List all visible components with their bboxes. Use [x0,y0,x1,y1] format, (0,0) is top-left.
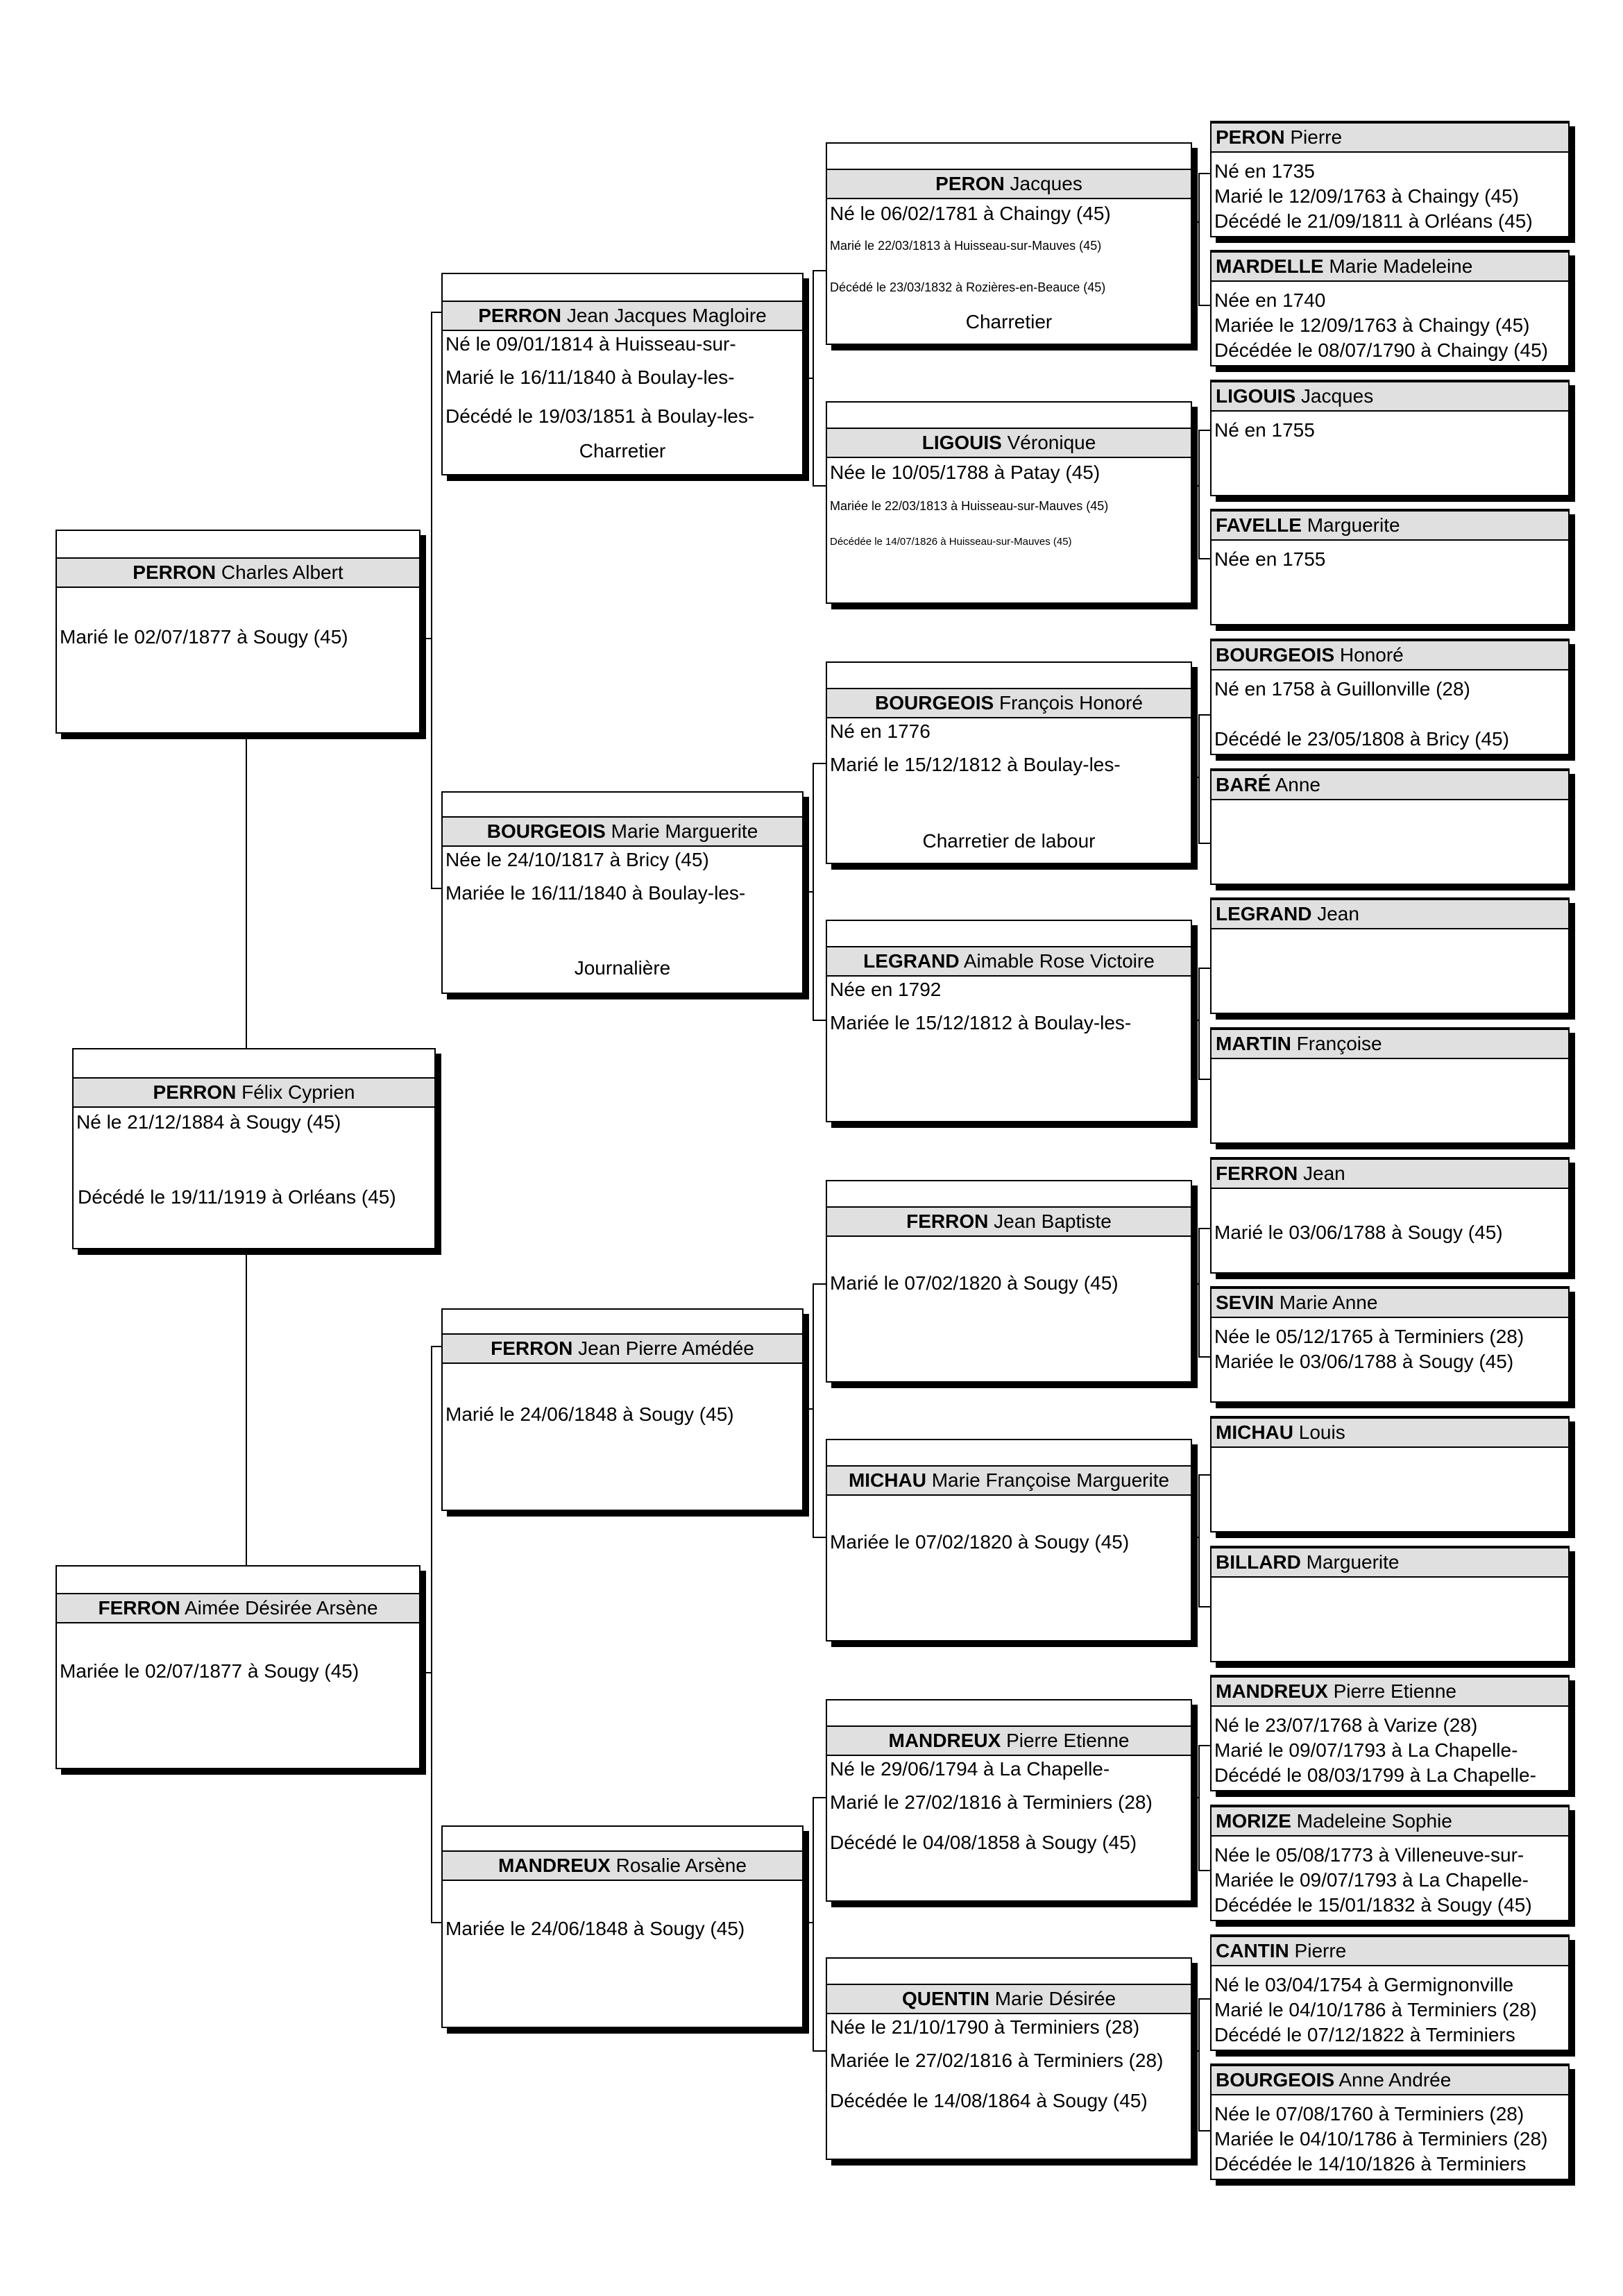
person-card-gen5[interactable]: SEVIN Marie Anne Née le 05/12/1765 à Terminiers (28) Mariée le 03/06/1788 à Sougy (45) [1210,1286,1570,1403]
person-name: PERON Jacques [827,169,1191,199]
person-name: FERRON Aimée Désirée Arsène [57,1593,419,1623]
person-card-gen5[interactable]: BOURGEOIS Honoré Né en 1758 à Guillonville (28) Décédé le 23/05/1808 à Bricy (45) [1210,639,1570,755]
person-card-gen5[interactable]: MARDELLE Marie Madeleine Née en 1740 Mariée le 12/09/1763 à Chaingy (45) Décédée le 08/07/1790 à Chaingy (45) [1210,250,1570,366]
person-name: MANDREUX Pierre Etienne [1212,1676,1568,1707]
person-name: BILLARD Marguerite [1212,1547,1568,1578]
person-card-gen5[interactable]: MORIZE Madeleine Sophie Née le 05/08/1773 à Villeneuve-sur- Mariée le 09/07/1793 à La Chapelle- Décédée le 15/01/1832 à Sougy (45) [1210,1805,1570,1921]
person-name: PERRON Charles Albert [57,557,419,588]
person-card-gen5[interactable]: PERON Pierre Né en 1735 Marié le 12/09/1763 à Chaingy (45) Décédé le 21/09/1811 à Orléans (45) [1210,121,1570,237]
person-name: FERRON Jean Pierre Amédée [443,1333,802,1364]
person-card-grandparent[interactable]: FERRON Jean Pierre Amédée Marié le 24/06/1848 à Sougy (45) [441,1308,804,1511]
person-card-gen5[interactable] [1210,897,1570,1014]
person-name: MICHAU Louis [1212,1417,1568,1448]
person-name: BOURGEOIS Marie Marguerite [443,816,802,847]
person-name: FERRON Jean Baptiste [827,1206,1191,1237]
person-name: MANDREUX Rosalie Arsène [443,1850,802,1881]
person-card-gen5[interactable] [1210,1416,1570,1533]
person-name: LEGRAND Aimable Rose Victoire [827,946,1191,977]
person-name: SEVIN Marie Anne [1212,1288,1568,1318]
person-card-grandparent[interactable]: BOURGEOIS Marie Marguerite Née le 24/10/1817 à Bricy (45) Mariée le 16/11/1840 à Boulay-les- Journalière [441,791,804,994]
person-card-father[interactable]: PERRON Charles Albert Marié le 02/07/1877 à Sougy (45) [56,530,420,734]
person-name: FERRON Jean [1212,1158,1568,1189]
person-card-grandparent[interactable]: PERRON Jean Jacques Magloire Né le 09/01/1814 à Huisseau-sur- Marié le 16/11/1840 à Boulay-les- Décédé le 19/03/1851 à Boulay-les- Charretier [441,273,804,475]
person-name: MARDELLE Marie Madeleine [1212,251,1568,282]
person-card-gen5[interactable]: FAVELLE Marguerite Née en 1755 [1210,509,1570,625]
person-card-gen4[interactable]: FERRON Jean Baptiste Marié le 07/02/1820 à Sougy (45) [826,1180,1192,1383]
person-name: MARTIN Françoise [1212,1029,1568,1059]
person-card-gen5[interactable] [1210,1027,1570,1144]
person-name: LIGOUIS Jacques [1212,381,1568,412]
person-card-gen4[interactable]: BOURGEOIS François Honoré Né en 1776 Marié le 15/12/1812 à Boulay-les- Charretier de labour [826,661,1192,864]
person-name: MANDREUX Pierre Etienne [827,1725,1191,1756]
person-card-gen4[interactable]: PERON Jacques Né le 06/02/1781 à Chaingy (45) Marié le 22/03/1813 à Huisseau-sur-Mauves (45) Décédé le 23/03/1832 à Rozières-en-Beauce (45) Charretier [826,142,1192,345]
person-name: LEGRAND Jean [1212,899,1568,929]
person-name: MORIZE Madeleine Sophie [1212,1806,1568,1837]
person-name: BOURGEOIS Anne Andrée [1212,2065,1568,2095]
person-name: BARÉ Anne [1212,770,1568,800]
person-name: PERRON Félix Cyprien [74,1077,434,1108]
person-card-gen4[interactable]: MANDREUX Pierre Etienne Né le 29/06/1794 à La Chapelle- Marié le 27/02/1816 à Terminiers (28) Décédé le 04/08/1858 à Sougy (45) [826,1699,1192,1902]
person-card-gen4[interactable]: QUENTIN Marie Désirée Née le 21/10/1790 à Terminiers (28) Mariée le 27/02/1816 à Terminiers (28) Décédée le 14/08/1864 à Sougy (45) [826,1957,1192,2160]
person-name: BOURGEOIS Honoré [1212,640,1568,670]
person-card-gen5[interactable] [1210,768,1570,885]
person-card-gen5[interactable]: CANTIN Pierre Né le 03/04/1754 à Germignonville Marié le 04/10/1786 à Terminiers (28) Décédé le 07/12/1822 à Terminiers [1210,1934,1570,2051]
person-name: MICHAU Marie Françoise Marguerite [827,1465,1191,1496]
person-card-gen4[interactable]: LIGOUIS Véronique Née le 10/05/1788 à Patay (45) Mariée le 22/03/1813 à Huisseau-sur-Mauves (45) Décédée le 14/07/1826 à Huisseau-sur-Mauves (45) [826,401,1192,604]
person-name: BOURGEOIS François Honoré [827,688,1191,718]
person-name: PERRON Jean Jacques Magloire [443,301,802,331]
person-card-gen5[interactable] [1210,1546,1570,1662]
person-card-gen5[interactable]: FERRON Jean Marié le 03/06/1788 à Sougy (45) [1210,1157,1570,1274]
person-card-root[interactable]: PERRON Félix Cyprien Né le 21/12/1884 à Sougy (45) Décédé le 19/11/1919 à Orléans (45) [72,1048,436,1249]
person-name: FAVELLE Marguerite [1212,510,1568,541]
person-name: CANTIN Pierre [1212,1936,1568,1966]
person-card-gen5[interactable]: BOURGEOIS Anne Andrée Née le 07/08/1760 à Terminiers (28) Mariée le 04/10/1786 à Terminiers (28) Décédée le 14/10/1826 à Terminiers [1210,2063,1570,2180]
person-card-gen4[interactable]: LEGRAND Aimable Rose Victoire Née en 1792 Mariée le 15/12/1812 à Boulay-les- [826,920,1192,1122]
person-card-mother[interactable]: FERRON Aimée Désirée Arsène Mariée le 02/07/1877 à Sougy (45) [56,1565,420,1769]
person-card-gen5[interactable]: LIGOUIS Jacques Né en 1755 [1210,380,1570,496]
person-card-grandparent[interactable]: MANDREUX Rosalie Arsène Mariée le 24/06/1848 à Sougy (45) [441,1825,804,2028]
person-card-gen4[interactable]: MICHAU Marie Françoise Marguerite Mariée le 07/02/1820 à Sougy (45) [826,1439,1192,1641]
person-name: QUENTIN Marie Désirée [827,1984,1191,2014]
person-name: PERON Pierre [1212,122,1568,153]
person-name: LIGOUIS Véronique [827,428,1191,458]
person-card-gen5[interactable]: MANDREUX Pierre Etienne Né le 23/07/1768 à Varize (28) Marié le 09/07/1793 à La Chapelle- Décédé le 08/03/1799 à La Chapelle- [1210,1675,1570,1791]
